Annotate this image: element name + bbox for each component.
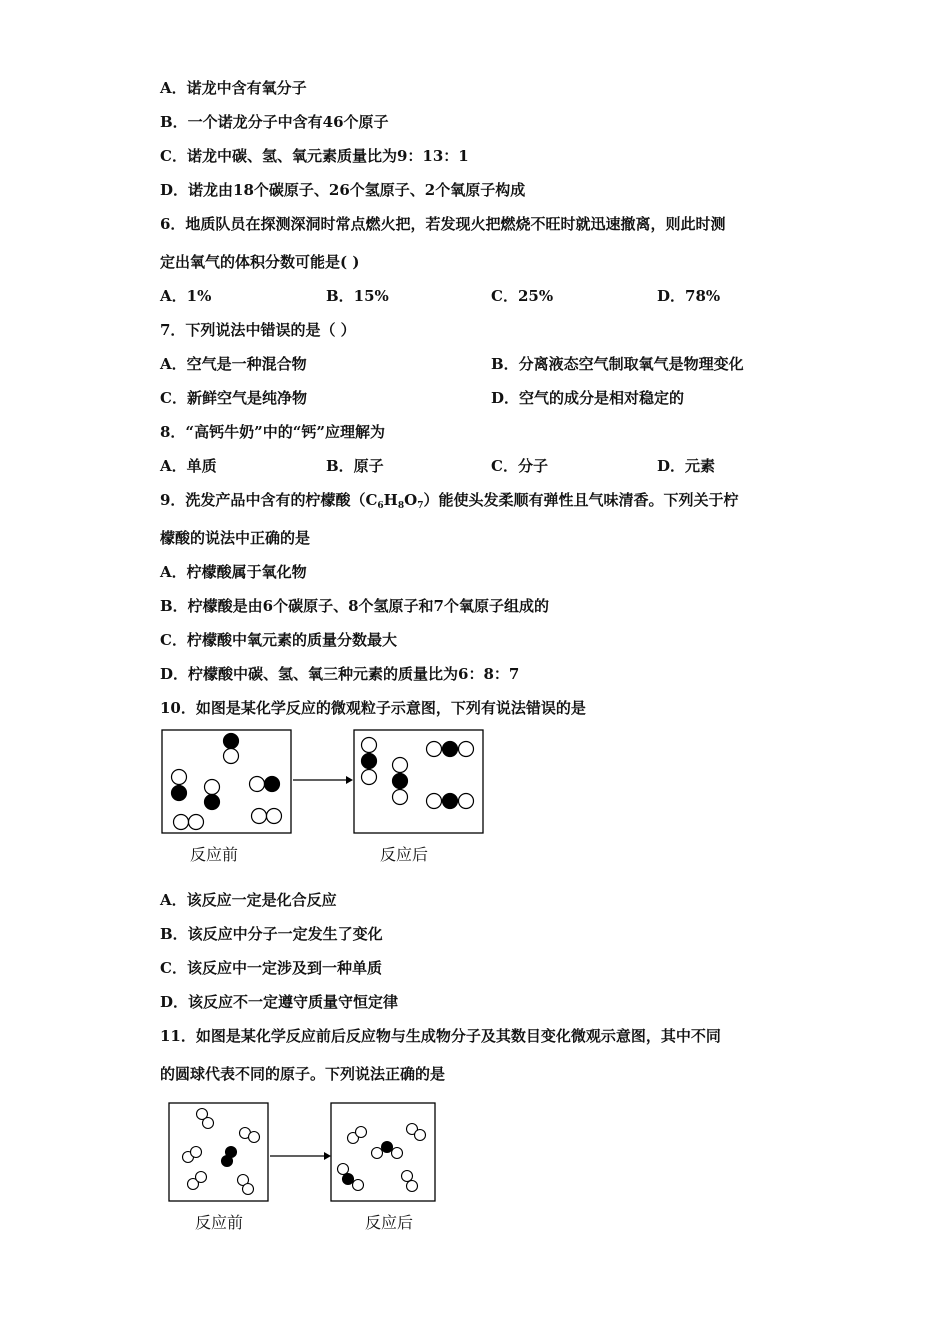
q10-caption-before: 反应前 <box>190 845 239 864</box>
q5-option-a: A．诺龙中含有氧分子 <box>160 79 307 97</box>
q5-option-b: B．一个诺龙分子中含有46个原子 <box>160 113 389 131</box>
q11-reaction-diagram <box>166 1100 442 1206</box>
q6-option-a: A．1% <box>160 287 212 305</box>
q10-arrow <box>293 776 353 784</box>
q10-option-d: D．该反应不一定遵守质量守恒定律 <box>160 993 399 1011</box>
q9-option-a: A．柠檬酸属于氧化物 <box>160 563 307 581</box>
q9-formula-o: O <box>404 491 418 509</box>
q11-after-box <box>331 1103 435 1201</box>
q9-option-b: B．柠檬酸是由6个碳原子、8个氢原子和7个氧原子组成的 <box>160 597 549 615</box>
q8-option-a: A．单质 <box>160 457 217 475</box>
q9-option-c: C．柠檬酸中氧元素的质量分数最大 <box>160 631 397 649</box>
q10-option-c: C．该反应中一定涉及到一种单质 <box>160 959 382 977</box>
q10-option-b: B．该反应中分子一定发生了变化 <box>160 925 383 943</box>
q10-option-a: A．该反应一定是化合反应 <box>160 891 337 909</box>
q6-option-b: B．15% <box>326 287 389 305</box>
q7-option-b: B．分离液态空气制取氧气是物理变化 <box>491 355 744 373</box>
q7-option-d: D．空气的成分是相对稳定的 <box>491 389 685 407</box>
q5-option-d: D．诺龙由18个碳原子、26个氢原子、2个氧原子构成 <box>160 181 526 199</box>
q9-formula-sub-h: 8 <box>397 501 405 511</box>
q9-stem-line2: 檬酸的说法中正确的是 <box>160 529 311 547</box>
q9-stem-post: ）能使头发柔顺有弹性且气味清香。下列关于柠 <box>423 491 739 509</box>
q6-option-c: C．25% <box>491 287 554 305</box>
q9-stem-line1 <box>160 490 738 516</box>
q7-option-a: A．空气是一种混合物 <box>160 355 307 373</box>
q9-formula-sub-c: 6 <box>377 501 384 511</box>
q5-option-c: C．诺龙中碳、氢、氧元素质量比为9：13：1 <box>160 147 469 165</box>
q9-option-d: D．柠檬酸中碳、氢、氧三种元素的质量比为6：8：7 <box>160 665 520 683</box>
q9-formula-h: H <box>383 491 398 509</box>
q9-stem-pre: 9．洗发产品中含有的柠檬酸（C <box>160 491 378 509</box>
q8-option-d: D．元素 <box>657 457 716 475</box>
q6-stem-line2: 定出氧气的体积分数可能是( ) <box>160 253 360 271</box>
q11-stem-line1: 11．如图是某化学反应前后反应物与生成物分子及其数目变化微观示意图，其中不同 <box>160 1027 721 1045</box>
q7-option-c: C．新鲜空气是纯净物 <box>160 389 307 407</box>
q10-reaction-diagram <box>160 728 490 836</box>
q11-caption-after: 反应后 <box>365 1213 414 1232</box>
q10-stem: 10．如图是某化学反应的微观粒子示意图，下列有说法错误的是 <box>160 699 586 717</box>
q7-stem: 7．下列说法中错误的是（ ） <box>160 321 356 339</box>
q11-caption-before: 反应前 <box>195 1213 244 1232</box>
q8-option-b: B．原子 <box>326 457 384 475</box>
q6-stem-line1: 6．地质队员在探测深洞时常点燃火把，若发现火把燃烧不旺时就迅速撤离，则此时测 <box>160 215 726 233</box>
q9-formula-sub-o: 7 <box>417 501 424 511</box>
q11-arrow <box>270 1152 331 1160</box>
q8-stem: 8．“高钙牛奶”中的“钙”应理解为 <box>160 423 385 441</box>
q6-option-d: D．78% <box>657 287 721 305</box>
q8-option-c: C．分子 <box>491 457 548 475</box>
q10-caption-after: 反应后 <box>380 845 429 864</box>
q11-stem-line2: 的圆球代表不同的原子。下列说法正确的是 <box>160 1065 446 1083</box>
